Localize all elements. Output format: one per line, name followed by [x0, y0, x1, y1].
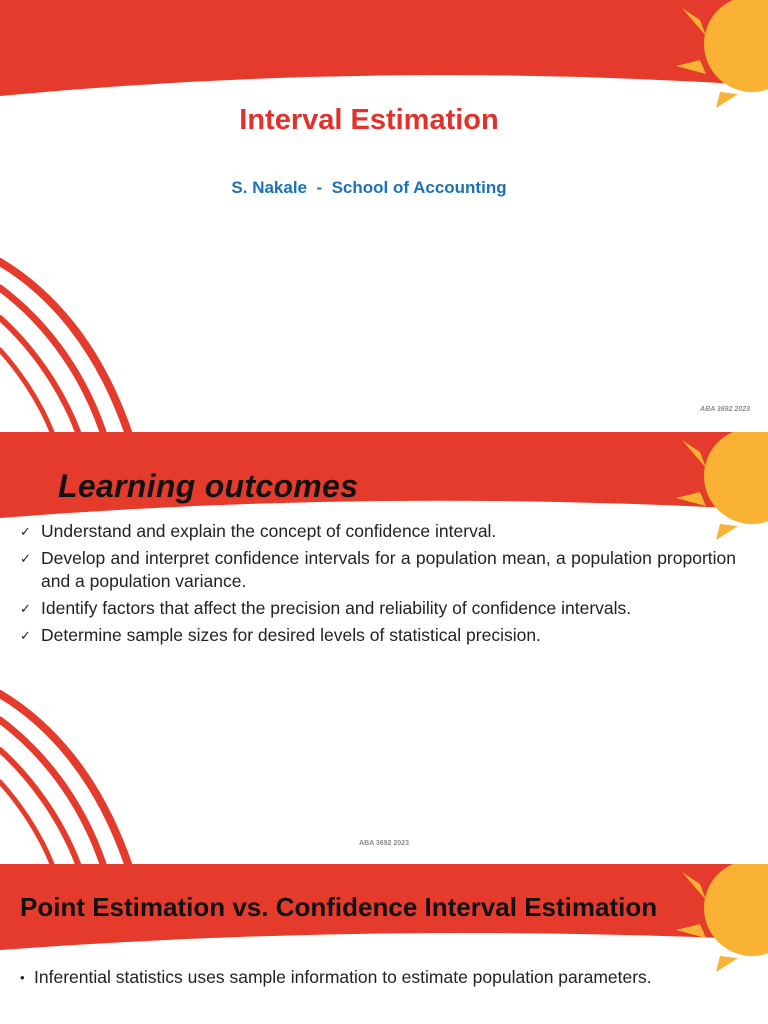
list-item: ✓ Develop and interpret confidence intervals for a population mean, a population proportion and a population variance.	[20, 548, 736, 591]
check-icon: ✓	[20, 551, 31, 566]
slide-footer: ABA 3692 2023	[700, 406, 750, 413]
slide-subtitle: S. Nakale - School of Accounting	[231, 178, 507, 197]
slide-1-background	[0, 0, 768, 432]
slide-footer: ABA 3692 2023	[359, 840, 409, 847]
decorative-swooshes	[0, 694, 128, 864]
bullet-list	[20, 960, 736, 995]
slide-title: Learning outcomes	[58, 468, 359, 504]
header-banner	[0, 0, 768, 96]
list-item: ✓ Understand and explain the concept of confidence interval.	[20, 521, 497, 541]
bullet-icon: •	[20, 970, 25, 985]
decorative-swooshes	[0, 262, 128, 432]
slide-1	[0, 0, 768, 432]
slide-title: Interval Estimation	[239, 104, 499, 136]
list-item: ✓ Identify factors that affect the precision and reliability of confidence intervals.	[20, 598, 632, 618]
list-item: ✓ Determine sample sizes for desired levels of statistical precision.	[20, 625, 541, 645]
slide-3-background	[0, 864, 768, 1024]
slide-3	[0, 864, 768, 1024]
check-icon: ✓	[20, 524, 31, 539]
slide-2	[0, 432, 768, 864]
check-icon: ✓	[20, 628, 31, 643]
list-item: • Inferential statistics uses sample information to estimate population parameters.	[20, 960, 736, 995]
check-icon: ✓	[20, 601, 31, 616]
slide-title: Point Estimation vs. Confidence Interval Estimation	[20, 892, 658, 922]
learning-outcomes-list	[20, 520, 736, 651]
